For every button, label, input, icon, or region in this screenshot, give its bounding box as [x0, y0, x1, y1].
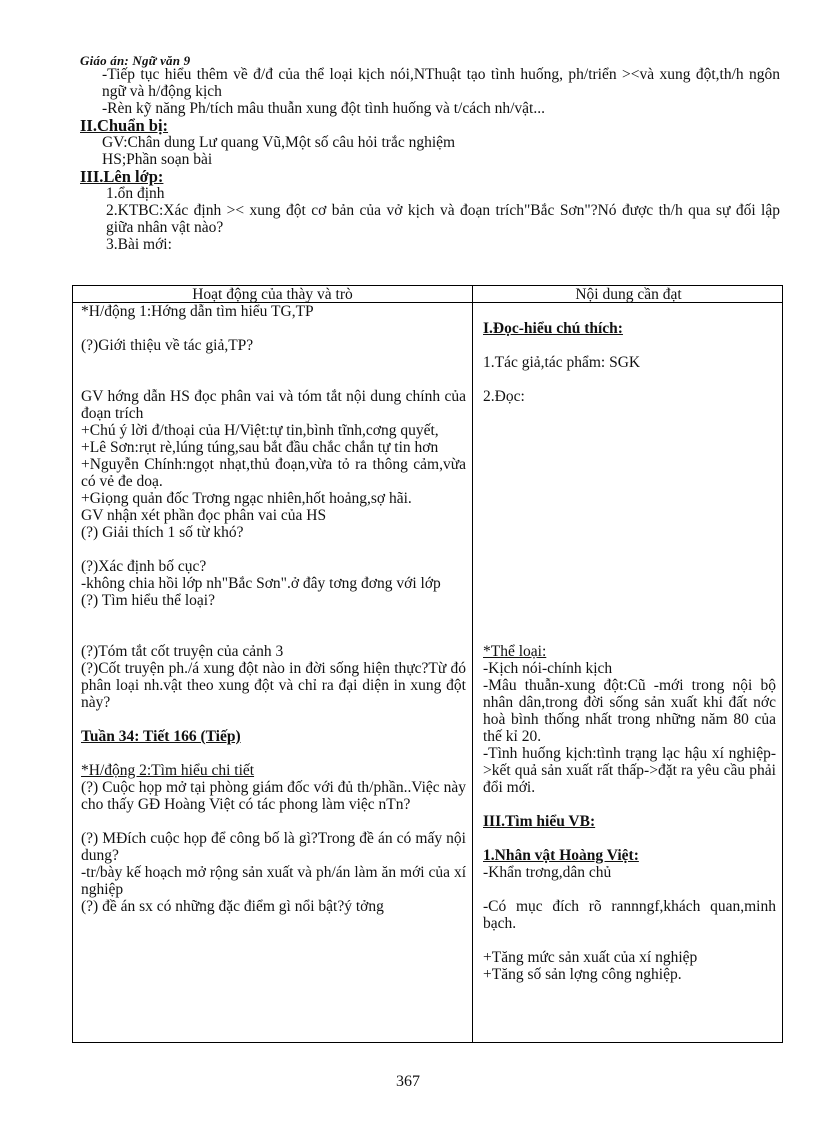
activity-line: (?) Tìm hiểu thể loại? [81, 592, 215, 609]
activity-line: +Chú ý lời đ/thoại của H/Việt:tự tin,bình tĩnh,cơng quyết, [81, 422, 439, 439]
column-header-activities: Hoạt động của thày và trò [192, 286, 353, 303]
section-heading: II.Chuẩn bị: [80, 116, 169, 135]
activity-line: (?) MĐích cuộc họp để công bố là gì?Trong đề án có mấy nội dung? [81, 830, 466, 864]
activity-line: +Giọng quản đốc Trơng ngạc nhiên,hốt hoảng,sợ hãi. [81, 490, 412, 507]
content-column [483, 303, 776, 983]
week-lesson-heading: Tuần 34: Tiết 166 (Tiếp) [81, 728, 241, 745]
column-header-content: Nội dung cần đạt [575, 286, 682, 303]
lesson-intro [80, 66, 780, 253]
preparation-student: HS;Phần soạn bài [102, 151, 213, 168]
activity-line: +Nguyễn Chính:ngọt nhạt,thủ đoạn,vừa tỏ ra thông cảm,vừa có vẻ đe doạ. [81, 456, 466, 490]
content-line: +Tăng số sản lợng công nghiệp. [483, 966, 682, 983]
content-line: 2.Đọc: [483, 388, 525, 405]
content-line: -Khẩn trơng,dân chủ [483, 864, 612, 881]
preparation-teacher: GV:Chân dung Lư quang Vũ,Một số câu hỏi trắc nghiệm [102, 134, 456, 151]
lesson-step: 1.ổn định [106, 185, 165, 202]
activity-line: (?)Cốt truyện ph./á xung đột nào in đời sống hiện thực?Từ đó phân loại nh.vật theo xung đột và chỉ ra đại diện in xung đột này? [81, 660, 466, 711]
content-line: -Tình huống kịch:tình trạng lạc hậu xí nghiệp->kết quả sản xuất rất thấp->đặt ra yêu cầu phải đổi mới. [483, 745, 776, 796]
lesson-step: 3.Bài mới: [106, 236, 172, 253]
activity-line: (?) đề án sx có những đặc điểm gì nổi bật?ý tởng [81, 898, 384, 915]
lesson-table [72, 285, 783, 1043]
activity-line: (?)Giới thiệu về tác giả,TP? [81, 337, 254, 354]
activity-line: -không chia hồi lớp nh"Bắc Sơn".ở đây tơng đơng với lớp [81, 575, 441, 592]
content-heading: 1.Nhân vật Hoàng Việt: [483, 847, 639, 864]
document-header: Giáo án: Ngữ văn 9 [80, 53, 191, 68]
content-line: 1.Tác giả,tác phẩm: SGK [483, 354, 641, 371]
page-number: 367 [396, 1073, 420, 1090]
content-line: -Có mục đích rõ rannngf,khách quan,minh bạch. [483, 898, 776, 932]
content-line: -Mâu thuẫn-xung đột:Cũ -mới trong nội bộ nhân dân,trong đời sống sản xuất khi đất nớc hoà bình thống nhất trong những năm 80 của thế kỉ 20. [483, 677, 776, 745]
activity-line: GV hớng dẫn HS đọc phân vai và tóm tắt nội dung chính của đoạn trích [81, 388, 466, 422]
activity-line: GV nhận xét phần đọc phân vai của HS [81, 507, 327, 524]
activity-line: (?) Cuộc họp mở tại phòng giám đốc với đủ th/phần..Việc này cho thấy GĐ Hoàng Việt có tác phong làm việc nTn? [81, 779, 466, 813]
activity-line: *H/động 1:Hớng dẫn tìm hiểu TG,TP [81, 303, 314, 320]
content-subheading: *Thể loại: [483, 643, 547, 660]
activity-line: (?)Tóm tắt cốt truyện của cảnh 3 [81, 643, 284, 660]
activities-column [81, 303, 466, 915]
objective-line: -Rèn kỹ năng Ph/tích mâu thuẫn xung đột tình huống và t/cách nh/vật... [102, 100, 545, 117]
activity-line: +Lê Sơn:rụt rè,lúng túng,sau bắt đầu chắc chắn tự tin hơn [81, 439, 439, 456]
section-heading: III.Lên lớp: [80, 167, 164, 186]
content-line: +Tăng mức sản xuất của xí nghiệp [483, 949, 698, 966]
content-heading: I.Đọc-hiểu chú thích: [483, 320, 623, 337]
activity-line: *H/động 2:Tìm hiểu chi tiết [81, 762, 255, 779]
activity-line: (?)Xác định bố cục? [81, 558, 207, 575]
lesson-step: 2.KTBC:Xác định >< xung đột cơ bản của vở kịch và đoạn trích"Bắc Sơn"?Nó được th/h qua sự đối lập giữa nhân vật nào? [106, 202, 780, 236]
content-line: -Kịch nói-chính kịch [483, 660, 613, 677]
column-divider [472, 286, 473, 1042]
content-heading: III.Tìm hiểu VB: [483, 813, 596, 830]
objective-line: -Tiếp tục hiểu thêm về đ/đ của thể loại kịch nói,NThuật tạo tình huống, ph/triển ><và xung đột,th/h ngôn ngữ và h/động kịch [102, 66, 780, 100]
activity-line: (?) Giải thích 1 số từ khó? [81, 524, 244, 541]
activity-line: -tr/bày kế hoạch mở rộng sản xuất và ph/án làm ăn mới của xí nghiệp [81, 864, 466, 898]
